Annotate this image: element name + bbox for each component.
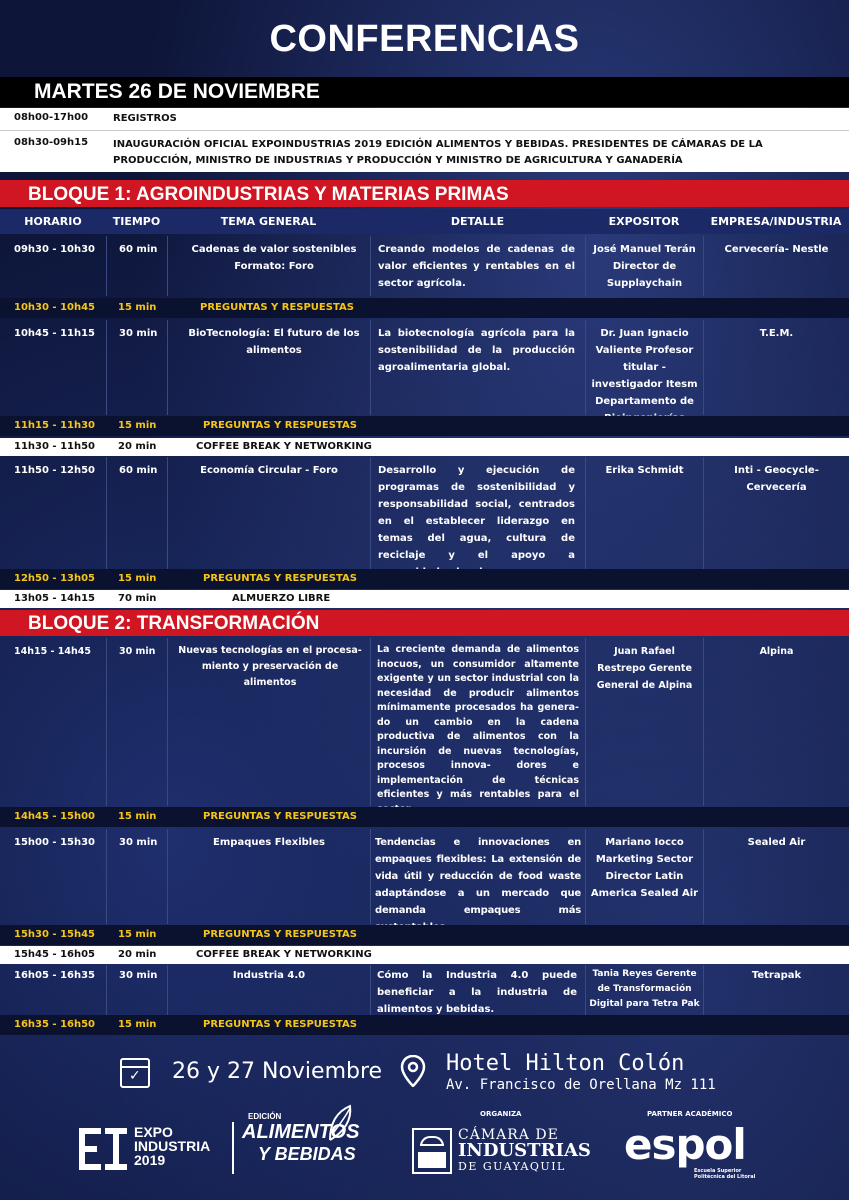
qa-row [0, 298, 849, 318]
row-min: 15 min [118, 811, 157, 822]
page-title: CONFERENCIAS [269, 18, 580, 60]
camara-line1: CÁMARA DE [458, 1127, 559, 1143]
row-tema: BioTecnología: El futuro de los alimentos [188, 328, 360, 356]
qa-row [0, 569, 849, 589]
block-1-header [0, 180, 849, 207]
row-expositor: Tania Reyes Gerente de Transformación Digital para Tetra Pak [589, 969, 700, 1009]
col-tiempo: TIEMPO [112, 215, 161, 228]
venue-address: Av. Francisco de Orellana Mz 111 [446, 1077, 716, 1093]
row-min: 30 min [119, 970, 158, 981]
qa-label: PREGUNTAS Y RESPUESTAS [203, 420, 357, 431]
qa-row [0, 807, 849, 827]
row-time: 12h50 - 13h05 [14, 573, 96, 584]
ei-line1: EXPO [134, 1124, 173, 1140]
organiza-label: ORGANIZA [480, 1110, 522, 1118]
block-2-title: BLOQUE 2: TRANSFORMACIÓN [28, 613, 320, 634]
row-min: 30 min [119, 646, 156, 657]
ei-line2: INDUSTRIA [134, 1138, 211, 1154]
camara-text [458, 1127, 591, 1175]
row-time: 16h05 - 16h35 [14, 970, 96, 981]
expoindustria-text [134, 1125, 210, 1167]
venue-name: Hotel Hilton Colón [446, 1051, 685, 1076]
row-min: 60 min [119, 465, 158, 476]
table-row [0, 829, 849, 924]
row-detalle: La creciente demanda de alimentos inocuos, un consumidor altamente exigente y un sector industrial con la necesidad de producir alimentos mínimamente procesados ha genera- do un cambio en la cadena productiva de alimentos con la incursión de nuevas tecnologías, procesos innova- dores e implementación de técnicas eficientes y más rentables para el [377, 644, 579, 800]
row-empresa: Inti - Geocycle- Cervecería [734, 465, 819, 493]
col-tema: TEMA GENERAL [220, 215, 317, 228]
day-label: MARTES 26 DE NOVIEMBRE [34, 80, 320, 103]
divider [232, 1122, 234, 1174]
lunch-row [0, 590, 849, 608]
leaf-icon [322, 1102, 360, 1142]
coffee-label: COFFEE BREAK Y NETWORKING [196, 441, 372, 452]
row-tema: Economía Circular - Foro [200, 465, 338, 476]
qa-row [0, 416, 849, 436]
row-time: 09h30 - 10h30 [14, 244, 96, 255]
row-empresa: Alpina [759, 646, 794, 657]
col-detalle: DETALLE [450, 215, 505, 228]
inauguration-row [0, 130, 849, 172]
qa-row [0, 925, 849, 945]
table-row [0, 236, 849, 296]
row-min: 15 min [118, 573, 157, 584]
row-time: 14h15 - 14h45 [14, 646, 91, 657]
row-desc: INAUGURACIÓN OFICIAL EXPOINDUSTRIAS 2019 EDICIÓN ALIMENTOS Y BEBIDAS. PRESIDENTES DE CÁMARAS DE LA PRODUCCIÓN, MINISTRO DE INDUSTRIAS Y PRODUCCIÓN Y MINISTRO DE AGRICULTURA Y GANADERÍA [113, 139, 763, 166]
row-time: 11h30 - 11h50 [14, 441, 96, 452]
registration-row [0, 108, 849, 130]
row-empresa: Sealed Air [747, 837, 806, 848]
coffee-row [0, 946, 849, 964]
table-row [0, 965, 849, 1015]
row-time: 15h00 - 15h30 [14, 837, 96, 848]
table-row [0, 457, 849, 569]
row-min: 60 min [119, 244, 158, 255]
calendar-icon [120, 1058, 150, 1088]
lunch-label: ALMUERZO LIBRE [232, 593, 331, 604]
bebidas-label: Y BEBIDAS [258, 1144, 356, 1164]
row-min: 15 min [118, 420, 157, 431]
qa-label: PREGUNTAS Y RESPUESTAS [203, 573, 357, 584]
camara-line2: INDUSTRIAS [458, 1140, 591, 1161]
block-2-header [0, 610, 849, 636]
row-empresa: Tetrapak [751, 970, 802, 981]
row-expositor: Juan Rafael Restrepo Gerente General de Alpina [596, 646, 693, 691]
row-min: 20 min [118, 949, 157, 960]
event-info [0, 1050, 849, 1098]
row-min: 30 min [119, 837, 158, 848]
row-time: 08h00-17h00 [14, 112, 89, 123]
qa-label: PREGUNTAS Y RESPUESTAS [203, 811, 357, 822]
row-min: 70 min [118, 593, 157, 604]
block-1-title: BLOQUE 1: AGROINDUSTRIAS Y MATERIAS PRIMAS [28, 184, 509, 205]
coffee-row [0, 438, 849, 456]
row-desc: REGISTROS [113, 113, 177, 124]
camara-emblem-icon [412, 1128, 452, 1174]
row-detalle: Creando modelos de cadenas de valor eficientes y rentables en el sector agrícola. [378, 244, 575, 289]
expoindustria-logo [75, 1120, 130, 1175]
row-empresa: T.E.M. [759, 328, 794, 339]
row-time: 15h30 - 15h45 [14, 929, 96, 940]
espol-subtitle: Escuela Superior Politécnica del Litoral [694, 1168, 756, 1180]
row-detalle: Desarrollo y ejecución de programas de sostenibilidad y responsabilidad social, centrados en el establecer liderazgo en temas del agua, cultura de reciclaje y el apoyo a [378, 465, 575, 561]
qa-row [0, 1015, 849, 1035]
camara-line3: DE GUAYAQUIL [458, 1160, 566, 1173]
edicion-label: EDICIÓN [248, 1112, 282, 1121]
row-time: 16h35 - 16h50 [14, 1019, 96, 1030]
row-min: 15 min [118, 302, 157, 313]
row-detalle: Tendencias e innovaciones en empaques flexibles: La extensión de vida útil y reducción de food waste adaptándose a un mercado que demanda empaques más [375, 837, 581, 916]
row-expositor: Dr. Juan Ignacio Valiente Profesor titular - investigador Itesm Departamento de [591, 328, 698, 407]
row-time: 13h05 - 14h15 [14, 593, 96, 604]
row-time: 14h45 - 15h00 [14, 811, 96, 822]
row-min: 20 min [118, 441, 157, 452]
row-expositor: José Manuel Terán Director de Supplaychain [593, 244, 696, 289]
row-expositor: Erika Schmidt [605, 465, 684, 476]
row-detalle: Cómo la Industria 4.0 puede beneficiar a la industria de alimentos y bebidas. [377, 970, 577, 1015]
col-expositor: EXPOSITOR [608, 215, 680, 228]
row-min: 15 min [118, 929, 157, 940]
row-min: 15 min [118, 1019, 157, 1030]
table-row [0, 638, 849, 806]
espol-logo: espol [624, 1120, 746, 1169]
row-expositor: Mariano Iocco Marketing Sector Director Latin America Sealed Air [590, 837, 699, 899]
sponsor-logos [0, 1100, 849, 1195]
qa-label: PREGUNTAS Y RESPUESTAS [203, 1019, 357, 1030]
row-tema: Cadenas de valor sostenibles Formato: Foro [191, 244, 357, 272]
row-tema: Industria 4.0 [232, 970, 306, 981]
row-time: 08h30-09h15 [14, 137, 89, 148]
qa-label: PREGUNTAS Y RESPUESTAS [203, 929, 357, 940]
row-time: 10h30 - 10h45 [14, 302, 96, 313]
row-time: 10h45 - 11h15 [14, 328, 96, 339]
row-detalle: La biotecnología agrícola para la sostenibilidad de la producción agroalimentaria global. [378, 328, 575, 373]
row-empresa: Cervecería- Nestle [724, 244, 829, 255]
event-dates: 26 y 27 Noviembre [172, 1059, 383, 1084]
row-tema: Nuevas tecnologías en el procesa- miento y preservación de alimentos [178, 645, 362, 688]
qa-label: PREGUNTAS Y RESPUESTAS [200, 302, 354, 313]
table-header [0, 209, 849, 234]
row-time: 15h45 - 16h05 [14, 949, 96, 960]
row-time: 11h50 - 12h50 [14, 465, 96, 476]
location-pin-icon [400, 1055, 426, 1087]
row-min: 30 min [119, 328, 158, 339]
col-horario: HORARIO [24, 215, 82, 228]
ei-line3: 2019 [134, 1152, 166, 1168]
col-empresa: EMPRESA/INDUSTRIA [710, 215, 842, 228]
row-time: 11h15 - 11h30 [14, 420, 96, 431]
day-header [0, 77, 849, 107]
coffee-label: COFFEE BREAK Y NETWORKING [196, 949, 372, 960]
partner-label: PARTNER ACADÉMICO [647, 1110, 733, 1118]
alimentos-label: ALIMENTOS [242, 1121, 360, 1143]
table-row [0, 320, 849, 415]
row-tema: Empaques Flexibles [213, 837, 325, 848]
